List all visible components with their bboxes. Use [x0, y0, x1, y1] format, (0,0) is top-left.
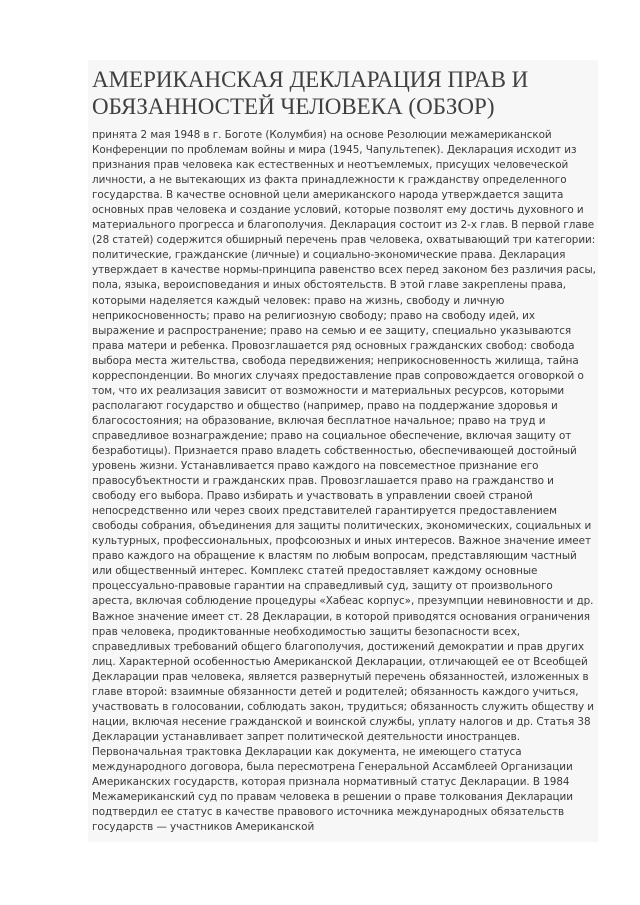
- document-page: [88, 60, 598, 842]
- document-title: АМЕРИКАНСКАЯ ДЕКЛАРАЦИЯ ПРАВ И ОБЯЗАННОСТЕЙ ЧЕЛОВЕКА (ОБЗОР): [92, 67, 529, 119]
- document-body: принята 2 мая 1948 в г. Боготе (Колумбия) на основе Резолюции межамериканской Конференции по проблемам войны и мира (1945, Чапультепек). Декларация исходит из признания прав человека как естественных и неотъемлемых, присущих человеческой личности, а не вытекающих из факта принадлежности к гражданству определенного государства. В качестве основной цели американского народа утверждается защита основных прав человека и создание условий, которые позволят ему достичь духовного и материального прогресса и благополучия. Декларация состоит из 2-х глав. В первой главе (28 статей) содержится обширный перечень прав человека, охватывающий три категории: политические, гражданские (личные) и социально-экономические права. Декларация утверждает в качестве нормы-принципа равенство всех перед законом без различия расы, пола, языка, вероисповедания и иных обстоятельств. В этой главе закреплены права, которыми наделяется каждый человек: право на жизнь, свободу и личную неприкосновенность; право на религиозную свободу; право на свободу идей, их выражение и распространение; право на семью и ее защиту, специально указываются права матери и ребенка. Провозглашается ряд основных гражданских свобод: свобода выбора места жительства, свобода передвижения; неприкосновенность жилища, тайна корреспонденции. Во многих случаях предоставление прав сопровождается оговоркой о том, что их реализация зависит от возможности и материальных ресурсов, которыми располагают государство и общество (например, право на поддержание здоровья и благосостояния; на образование, включая бесплатное начальное; право на труд и справедливое вознаграждение; право на социальное обеспечение, включая защиту от безработицы). Признается право владеть собственностью, обеспечивающей достойный уровень жизни. Устанавливается право каждого на повсеместное признание его правосубъектности и гражданских прав. Провозглашается право на гражданство и свободу его выбора. Право избирать и участвовать в управлении своей страной непосредственно или через своих представителей гарантируется предоставлением свободы собрания, объединения для защиты политических, экономических, социальных и культурных, профессиональных, профсоюзных и иных интересов. Важное значение имеет право каждого на обращение к властям по любым вопросам, представляющим частный или общественный интерес. Комплекс статей предоставляет каждому основные процессуально-правовые гарантии на справедливый суд, защиту от произвольного ареста, включая соблюдение процедуры «Хабеас корпус», презумпции невиновности и др. Важное значение имеет ст. 28 Декларации, в которой приводятся основания ограничения прав человека, продиктованные необходимостью защиты безопасности всех, справедливых требований общего благополучия, достижений демократии и прав других лиц. Характерной особенностью Американской Декларации, отличающей ее от Всеобщей Декларации прав человека, является развернутый перечень обязанностей, изложенных в главе второй: взаимные обязанности детей и родителей; обязанность каждого учиться, участвовать в голосовании, соблюдать закон, трудиться; обязанность служить обществу и нации, включая несение гражданской и воинской службы, уплату налогов и др. Статья 38 Декларации устанавливает запрет политической деятельности иностранцев. Первоначальная трактовка Декларации как документа, не имеющего статуса международного договора, была пересмотрена Генеральной Ассамблеей Организации Американских государств, которая признала нормативный статус Декларации. В 1984 Межамериканский суд по правам человека в решении о праве толкования Декларации подтвердил ее статус в качестве правового источника международных обязательств государств — участников Американской: [92, 129, 596, 834]
